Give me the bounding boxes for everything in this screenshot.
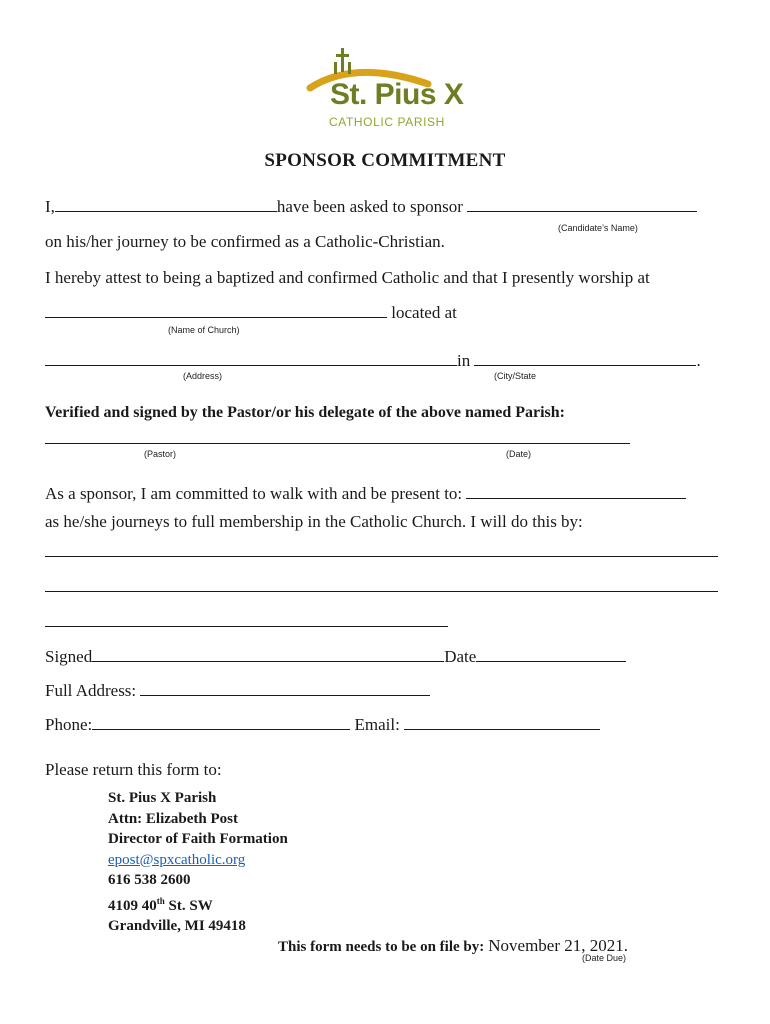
signed-label: Signed [45, 647, 93, 666]
attn-line: Attn: Elizabeth Post [108, 810, 238, 827]
email-field[interactable] [404, 714, 600, 730]
signature-field[interactable] [92, 646, 444, 662]
pastor-date-caption: (Date) [506, 449, 532, 459]
city-state-field[interactable] [474, 350, 696, 366]
street-name: St. SW [164, 897, 213, 914]
prefix-text: I, [45, 197, 55, 216]
address-line [45, 350, 701, 371]
contact-phone: 616 538 2600 [108, 872, 191, 888]
due-date: November 21, 2021. [488, 936, 629, 955]
date-label: Date [444, 647, 477, 666]
logo-name: St. Pius X [330, 78, 464, 111]
church-name-field[interactable] [45, 302, 387, 318]
parish-logo [300, 44, 470, 134]
logo-subtitle: CATHOLIC PARISH [329, 115, 445, 129]
asked-text: have been asked to sponsor [276, 197, 463, 216]
sponsor-name-field[interactable] [55, 196, 277, 212]
city-caption: (City/State [494, 371, 537, 381]
parish-name: St. Pius X Parish [108, 790, 217, 806]
date-field[interactable] [476, 646, 626, 662]
period-text: . [696, 351, 701, 370]
full-address-label: Full Address: [45, 681, 137, 700]
director-line: Director of Faith Formation [108, 831, 288, 847]
commitment-field-1[interactable] [45, 556, 718, 557]
verified-text: Verified and signed by the Pastor/or his delegate of the above named Parish: [45, 404, 565, 421]
commit-text: As a sponsor, I am committed to walk with and be present to: [45, 484, 463, 503]
commitment-field-2[interactable] [45, 591, 718, 592]
phone-label: Phone: [45, 715, 93, 734]
candidate-name-field[interactable] [467, 196, 697, 212]
page-title: SPONSOR COMMITMENT [264, 150, 506, 171]
contact-email-link[interactable]: epost@spxcatholic.org [108, 851, 246, 868]
candidate-caption: (Candidate’s Name) [558, 223, 638, 233]
phone-email-line [45, 714, 600, 735]
address-field[interactable] [45, 350, 457, 366]
return-address-block [108, 788, 408, 937]
street-address [108, 891, 408, 917]
in-text: in [457, 351, 471, 370]
email-label: Email: [354, 715, 400, 734]
full-address-field[interactable] [140, 680, 430, 696]
located-text: located at [391, 303, 457, 322]
commit-line [45, 483, 686, 504]
street-suffix: th [156, 895, 165, 906]
journey-text: on his/her journey to be confirmed as a Catholic-Christian. [45, 232, 445, 251]
church-caption: (Name of Church) [168, 325, 240, 335]
signed-line [45, 646, 626, 667]
candidate-commit-field[interactable] [466, 483, 686, 499]
pastor-caption: (Pastor) [144, 449, 177, 459]
pastor-signature-field[interactable] [45, 443, 630, 444]
return-label: Please return this form to: [45, 760, 222, 779]
due-line [278, 936, 628, 956]
attest-text: I hereby attest to being a baptized and confirmed Catholic and that I presently worship at [45, 268, 650, 287]
address-caption: (Address) [183, 371, 223, 381]
sponsor-line [45, 196, 697, 217]
full-address-line [45, 680, 430, 701]
due-caption: (Date Due) [582, 953, 627, 963]
commitment-field-3[interactable] [45, 626, 448, 627]
city-line: Grandville, MI 49418 [108, 918, 246, 934]
due-label: This form needs to be on file by: [278, 939, 485, 955]
journeys-text: as he/she journeys to full membership in the Catholic Church. I will do this by: [45, 512, 583, 531]
church-line [45, 302, 457, 323]
phone-field[interactable] [92, 714, 350, 730]
street-number: 4109 40 [108, 897, 157, 914]
